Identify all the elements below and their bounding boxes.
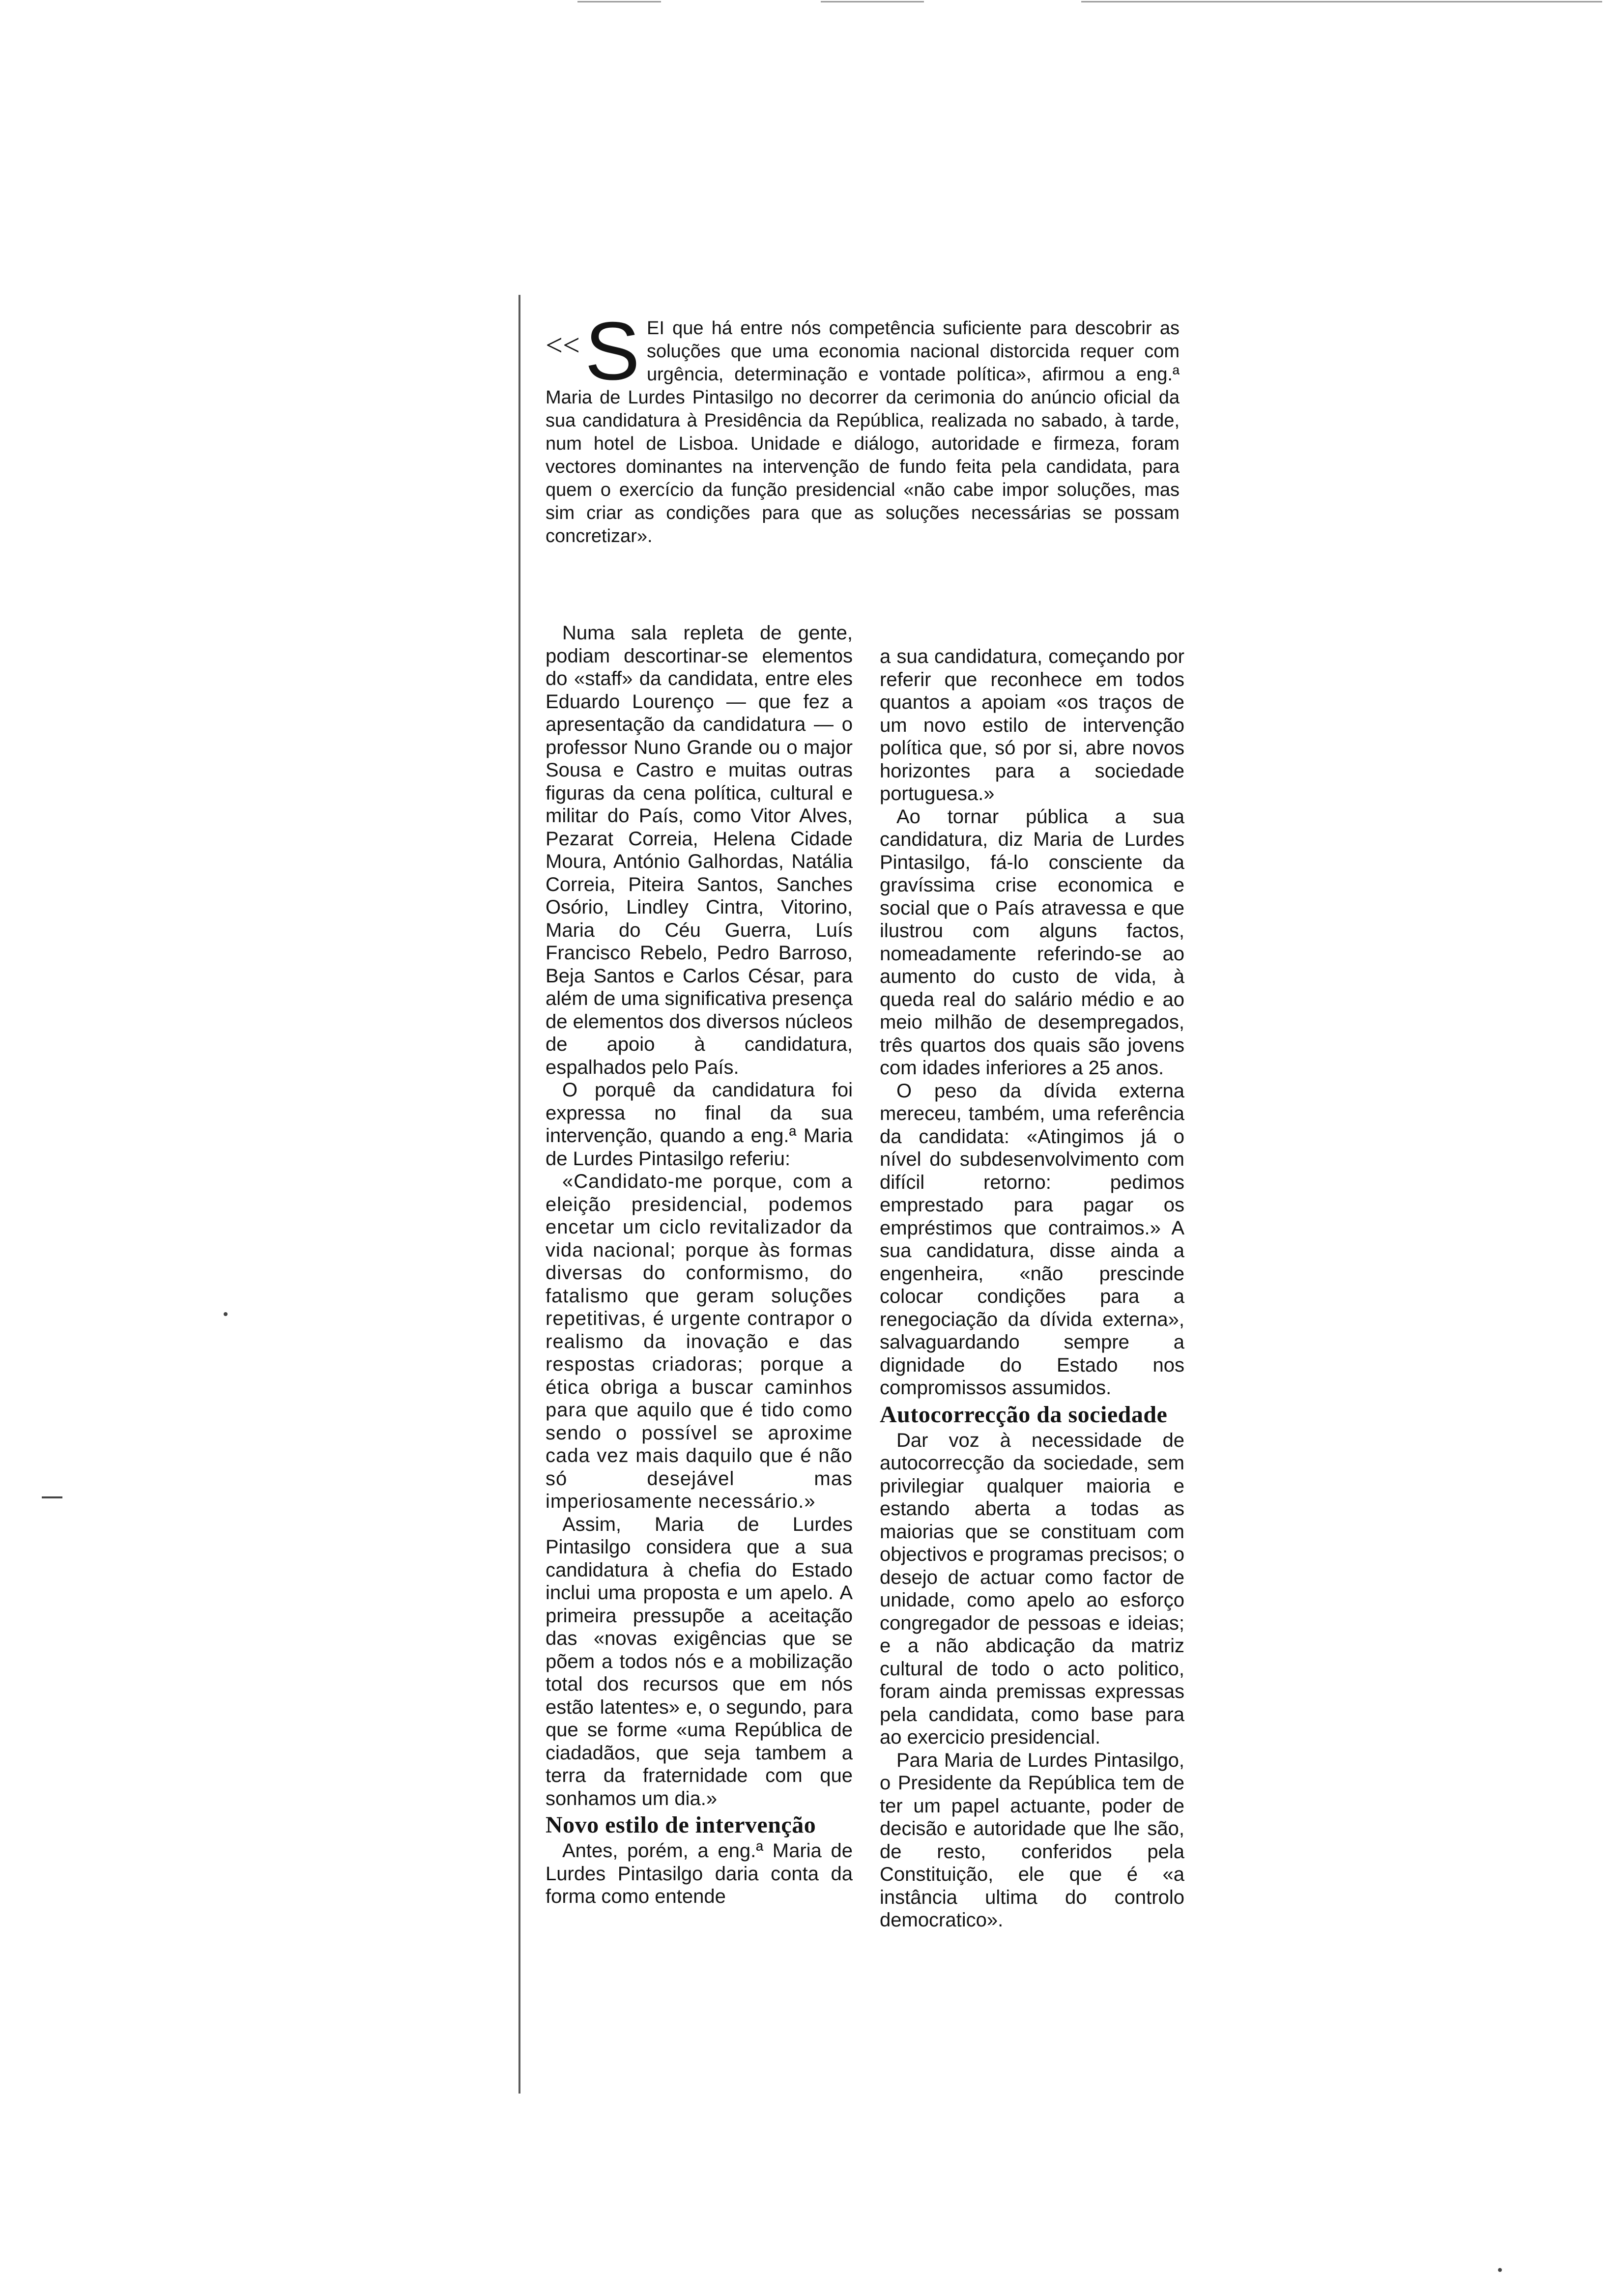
paragraph: O porquê da candidatura foi expressa no final da sua intervenção, quando a eng.ª Maria de Lurdes Pintasilgo referiu: <box>546 1079 853 1170</box>
scan-edge-line <box>577 1 661 2</box>
scan-mark <box>224 1312 228 1316</box>
column-rule <box>518 295 520 2094</box>
paragraph: Numa sala repleta de gente, podiam descortinar-se elementos do «staff» da candidata, entre eles Eduardo Lourenço — que fez a apresentação da candidatura — o professor Nuno Grande ou o major Sousa e Castro e muitas outras figuras da cena política, cultural e militar do País, como Vitor Alves, Pezarat Correia, Helena Cidade Moura, António Galhordas, Natália Correia, Piteira Santos, Sanches Osório, Lindley Cintra, Vitorino, Maria do Céu Guerra, Luís Francisco Rebelo, Pedro Barroso, Beja Santos e Carlos César, para além de uma significativa presença de elementos dos diversos núcleos de apoio à candidatura, espalhados pelo País. <box>546 622 853 1078</box>
paragraph: Ao tornar pública a sua candidatura, diz Maria de Lurdes Pintasilgo, fá-lo consciente da gravíssima crise economica e social que o País atravessa e que ilustrou com alguns factos, nomeadamente referindo-se ao aumento do custo de vida, à queda real do salário médio e ao meio milhão de desempregados, três quartos dos quais são jovens com idades inferiores a 25 anos. <box>880 805 1184 1079</box>
lead-paragraph <box>546 305 1180 548</box>
paragraph: a sua candidatura, começando por referir que reconhece em todos quantos a apoiam «os traços de um novo estilo de intervenção política que, só por si, abre novos horizontes para a sociedade portuguesa.» <box>880 646 1184 804</box>
paragraph: Assim, Maria de Lurdes Pintasilgo considera que a sua candidatura à chefia do Estado inclui uma proposta e um apelo. A primeira pressupõe a aceitação das «novas exigências que se põem a todos nós e a mobilização total dos recursos que em nós estão latentes» e, o segundo, para que se forme «uma República de ciadadãos, que seja tambem a terra da fraternidade com que sonhamos um dia.» <box>546 1513 853 1809</box>
paragraph: Para Maria de Lurdes Pintasilgo, o Presidente da República tem de ter um papel actuante, poder de decisão e autoridade que lhe são, de resto, conferidos pela Constituição, ele que é «a instância ultima do controlo democratico». <box>880 1749 1184 1931</box>
scan-mark <box>42 1496 62 1498</box>
scan-edge-line <box>821 1 924 2</box>
paragraph: Dar voz à necessidade de autocorrecção da sociedade, sem privilegiar qualquer maioria e estando aberta a todas as maiorias que se constituam com objectivos e programas precisos; o desejo de actuar como factor de unidade, como apelo ao esforço congregador de pessoas e ideias; e a não abdicação da matriz cultural de todo o acto politico, foram ainda premissas expressas pela candidata, como base para ao exercicio presidencial. <box>880 1429 1184 1748</box>
scan-edge-line <box>1081 1 1602 2</box>
paragraph: O peso da dívida externa mereceu, também, uma referência da candidata: «Atingimos já o nível do subdesenvolvimento com difícil retorno: pedimos emprestado para pagar os empréstimos que contraimos.» A sua candidatura, disse ainda a engenheira, «não prescinde colocar condições para a renegociação da dívida externa», salvaguardando sempre a dignidade do Estado nos compromissos assumidos. <box>880 1080 1184 1399</box>
section-heading: Novo estilo de intervenção <box>546 1812 816 1838</box>
news-article <box>546 305 1187 2076</box>
lead-text: EI que há entre nós competência suficiente para descobrir as soluções que uma economia nacional distorcida requer com urgência, determinação e vontade política», afirmou a eng.ª Maria de Lurdes Pintasilgo no decorrer da cerimonia do anúncio oficial da sua candidatura à Presidência da República, realizada no sabado, à tarde, num hotel de Lisboa. Unidade e diálogo, autoridade e firmeza, foram vectores dominantes na intervenção de fundo feita pela candidata, para quem o exercício da função presidencial «não cabe impor soluções, mas sim criar as condições para que as soluções necessárias se possam concretizar». <box>546 318 1180 546</box>
quoted-paragraph: «Candidato-me porque, com a eleição presidencial, podemos encetar um ciclo revitalizador da vida nacional; porque às formas diversas do conformismo, do fatalismo que geram soluções repetitivas, é urgente contrapor o realismo da inovação e das respostas criadoras; porque a ética obriga a buscar caminhos para que aquilo que é tido como sendo o possível se aproxime cada vez mais daquilo que é não só desejável mas imperiosamente necessário.» <box>546 1171 853 1512</box>
section-heading: Autocorrecção da sociedade <box>880 1401 1168 1428</box>
right-column <box>880 645 1184 1932</box>
left-column <box>546 622 853 1908</box>
opening-quote-mark: << <box>546 329 580 362</box>
scan-mark <box>1498 2268 1502 2272</box>
drop-cap: S <box>584 305 640 397</box>
paragraph: Antes, porém, a eng.ª Maria de Lurdes Pintasilgo daria conta da forma como entende <box>546 1840 853 1907</box>
